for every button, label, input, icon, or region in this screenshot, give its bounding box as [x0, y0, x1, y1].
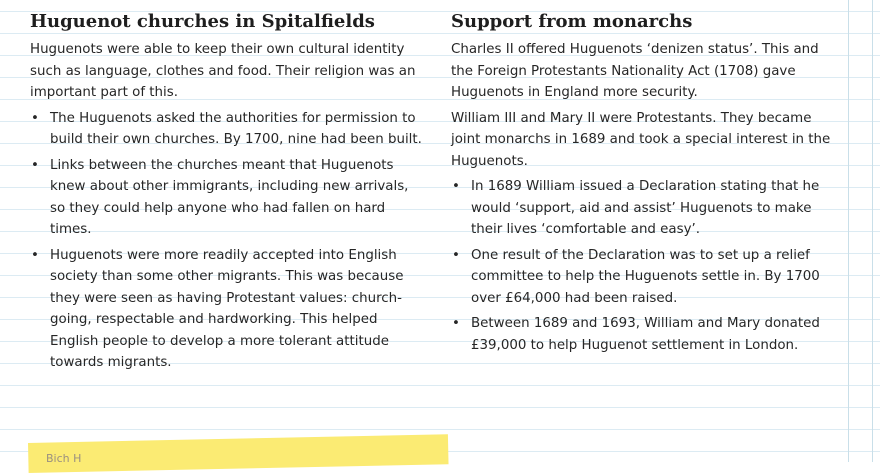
- list-item-text: Links between the churches meant that Huguenots knew about other immigrants, including new arrivals, so they could help anyone who had fallen on hard times.: [50, 157, 409, 237]
- list-item: [451, 313, 843, 356]
- bullet-icon: •: [452, 247, 460, 263]
- list-item: [30, 245, 422, 374]
- paragraph: William III and Mary II were Protestants. They became joint monarchs in 1689 and took a special interest in the Huguenots.: [451, 110, 831, 169]
- list-item: [30, 108, 422, 151]
- list-item-text: The Huguenots asked the authorities for permission to build their own churches. By 1700, nine had been built.: [50, 110, 422, 147]
- note-text: Bich H: [46, 452, 82, 465]
- list-item: [451, 245, 843, 310]
- bullet-list: [30, 108, 422, 374]
- list-item-text: In 1689 William issued a Declaration stating that he would ‘support, aid and assist’ Huguenots to make their lives ‘comfortable and easy’.: [471, 179, 820, 237]
- bullet-icon: •: [31, 247, 39, 263]
- list-item: [451, 176, 843, 241]
- bullet-list: [451, 176, 843, 356]
- support-from-monarchs-section: [451, 8, 843, 360]
- section-heading: Huguenot churches in Spitalfields: [30, 11, 375, 32]
- paragraph: Charles II offered Huguenots ‘denizen status’. This and the Foreign Protestants Nationality Act (1708) gave Huguenots in England more security.: [451, 42, 819, 100]
- bullet-icon: •: [31, 110, 39, 126]
- list-item-text: Huguenots were more readily accepted into English society than some other migrants. This was because they were seen as having Protestant values: church-going, respectable and hardworking. This helped English people to develop a more tolerant attitude towards migrants.: [50, 247, 404, 370]
- margin-line-far-right: [872, 0, 873, 462]
- intro-paragraph: Huguenots were able to keep their own cultural identity such as language, clothes and food. Their religion was an important part of this.: [30, 42, 416, 100]
- margin-line-right: [848, 0, 849, 462]
- bullet-icon: •: [31, 157, 39, 173]
- bullet-icon: •: [452, 179, 460, 194]
- huguenot-churches-section: [30, 8, 422, 378]
- bullet-icon: •: [452, 316, 460, 331]
- list-item: [30, 155, 422, 241]
- highlight-note-box: [28, 434, 449, 473]
- section-heading: Support from monarchs: [451, 11, 693, 32]
- list-item-text: Between 1689 and 1693, William and Mary donated £39,000 to help Huguenot settlement in London.: [471, 316, 820, 353]
- list-item-text: One result of the Declaration was to set up a relief committee to help the Huguenots settle in. By 1700 over £64,000 had been raised.: [471, 247, 820, 306]
